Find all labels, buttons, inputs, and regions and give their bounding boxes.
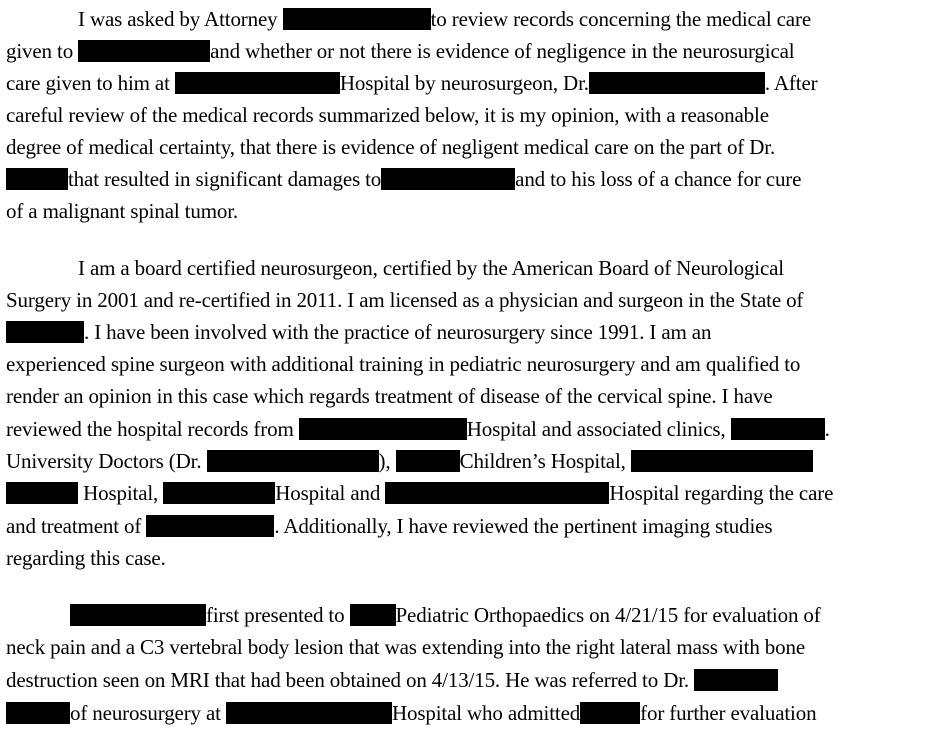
- text-line: [6, 284, 803, 316]
- redaction-block: [396, 450, 460, 472]
- text-segment: care given to him at: [6, 71, 175, 95]
- text-segment: and to his loss of a chance for cure: [515, 167, 802, 191]
- text-segment: given to: [6, 39, 79, 63]
- redaction-block: [299, 418, 467, 440]
- text-line: [78, 3, 811, 35]
- text-line: [6, 542, 166, 574]
- text-line: [6, 380, 773, 412]
- text-segment: and treatment of: [6, 514, 147, 538]
- redaction-block: [78, 40, 210, 62]
- text-segment: destruction seen on MRI that had been obtained on 4/13/15. He was referred to Dr.: [6, 668, 695, 692]
- text-line: [6, 131, 775, 163]
- redaction-block: [163, 482, 275, 504]
- text-segment: for further evaluation: [640, 701, 817, 725]
- text-line: [6, 477, 833, 509]
- text-line: [6, 664, 778, 696]
- text-segment: careful review of the medical records summarized below, it is my opinion, with a reasonable: [6, 103, 769, 127]
- text-segment: .: [824, 417, 830, 441]
- redaction-block: [207, 450, 379, 472]
- text-segment: Hospital by neurosurgeon, Dr.: [339, 71, 589, 95]
- text-segment: ),: [378, 449, 396, 473]
- redaction-block: [694, 669, 778, 691]
- text-line: [6, 195, 238, 227]
- redaction-block: [381, 168, 515, 190]
- redaction-block: [6, 168, 68, 190]
- text-segment: . Additionally, I have reviewed the pertinent imaging studies: [274, 514, 773, 538]
- text-segment: degree of medical certainty, that there is evidence of negligent medical care on the part of Dr.: [6, 135, 776, 159]
- redaction-block: [326, 702, 392, 724]
- text-segment: Surgery in 2001 and re-certified in 2011. I am licensed as a physician and surgeon in the State of: [6, 288, 804, 312]
- text-segment: and whether or not there is evidence of negligence in the neurosurgical: [210, 39, 795, 63]
- text-segment: I was asked by Attorney: [78, 7, 283, 31]
- text-segment: . I have been involved with the practice of neurosurgery since 1991. I am an: [84, 320, 712, 344]
- text-line: [6, 316, 711, 348]
- redaction-block: [70, 604, 206, 626]
- text-segment: of neurosurgery at: [70, 701, 226, 725]
- text-line: [6, 697, 816, 729]
- redaction-block: [580, 702, 640, 724]
- text-segment: Hospital and: [275, 481, 386, 505]
- text-segment: experienced spine surgeon with additional training in pediatric neurosurgery and am qualified to: [6, 352, 801, 376]
- redaction-block: [146, 515, 274, 537]
- redaction-block: [6, 482, 78, 504]
- text-segment: that resulted in significant damages to: [68, 167, 382, 191]
- text-line: [6, 445, 813, 477]
- redaction-block: [175, 72, 340, 94]
- text-line: [6, 413, 830, 445]
- text-line: [6, 35, 794, 67]
- redaction-block: [6, 702, 70, 724]
- redaction-block: [283, 8, 431, 30]
- text-segment: Children’s Hospital,: [459, 449, 631, 473]
- redaction-block: [589, 72, 765, 94]
- text-segment: I am a board certified neurosurgeon, certified by the American Board of Neurological: [78, 256, 784, 280]
- text-segment: neck pain and a C3 vertebral body lesion that was extending into the right lateral mass with bone: [6, 635, 805, 659]
- redaction-block: [226, 702, 326, 724]
- redaction-block: [731, 418, 825, 440]
- text-line: [6, 99, 769, 131]
- text-segment: Pediatric Orthopaedics on 4/21/15 for evaluation of: [395, 603, 821, 627]
- redaction-block: [350, 604, 396, 626]
- text-line: [6, 348, 800, 380]
- text-segment: University Doctors (Dr.: [6, 449, 207, 473]
- text-segment: Hospital who admitted: [391, 701, 581, 725]
- text-segment: reviewed the hospital records from: [6, 417, 299, 441]
- text-line: [70, 599, 821, 631]
- text-segment: first presented to: [206, 603, 350, 627]
- text-segment: Hospital regarding the care: [609, 481, 834, 505]
- text-segment: . After: [764, 71, 818, 95]
- text-segment: Hospital,: [78, 481, 164, 505]
- text-line: [6, 67, 817, 99]
- text-line: [6, 631, 805, 663]
- text-segment: of a malignant spinal tumor.: [6, 199, 239, 223]
- text-line: [6, 163, 801, 195]
- text-segment: Hospital and associated clinics,: [466, 417, 731, 441]
- redaction-block: [631, 450, 813, 472]
- text-segment: to review records concerning the medical care: [430, 7, 811, 31]
- redaction-block: [385, 482, 609, 504]
- text-segment: regarding this case.: [6, 546, 166, 570]
- text-line: [6, 510, 772, 542]
- text-line: [78, 252, 784, 284]
- redaction-block: [6, 321, 84, 343]
- text-segment: render an opinion in this case which regards treatment of disease of the cervical spine. I have: [6, 384, 773, 408]
